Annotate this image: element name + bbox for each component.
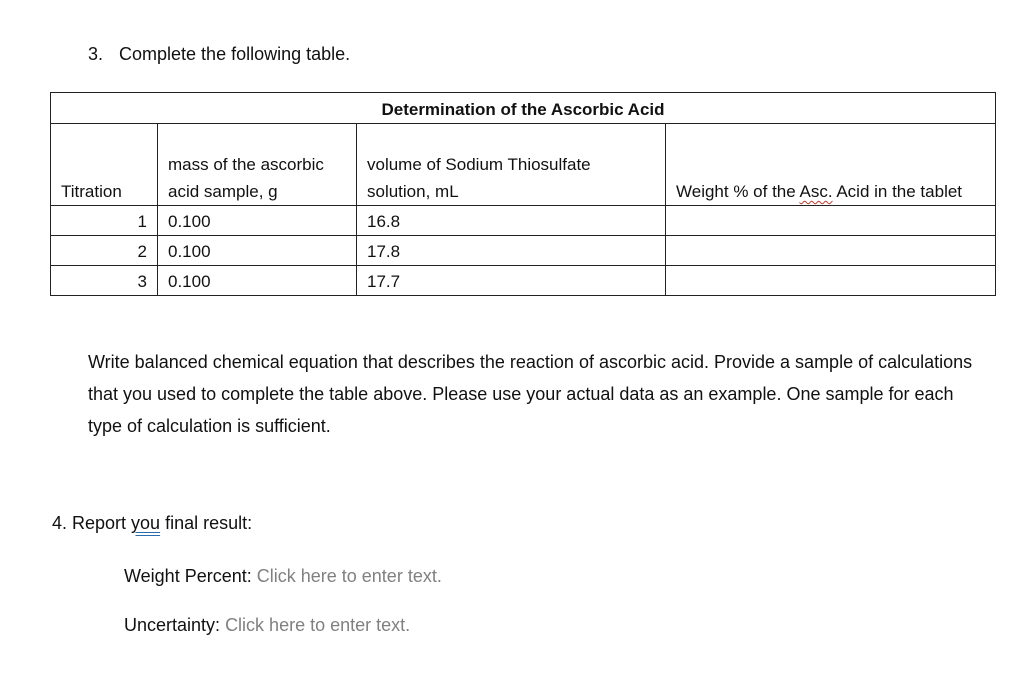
header-weight-asc: Asc. [799,182,833,201]
cell-volume[interactable]: 17.7 [357,266,666,296]
table-row [51,236,996,266]
header-weight [666,124,996,206]
flagged-word[interactable]: you [131,513,161,533]
cell-volume[interactable]: 16.8 [357,206,666,236]
header-weight-post: Acid in the tablet [832,182,963,201]
cell-titration: 3 [51,266,158,296]
instructions-paragraph: Write balanced chemical equation that describes the reaction of ascorbic acid. Provide a sample of calculations that you used to complete the table above. Please use your actual data as an example. One sample for each type of calculation is sufficient. [88,352,973,436]
question-4-prefix: 4. Report [52,513,132,533]
question-4-suffix: final result: [160,513,253,533]
cell-mass[interactable]: 0.100 [158,266,357,296]
cell-volume[interactable]: 17.8 [357,236,666,266]
cell-titration: 1 [51,206,158,236]
cell-mass[interactable]: 0.100 [158,236,357,266]
header-titration: Titration [51,124,158,206]
cell-weight[interactable] [666,236,996,266]
question-4-heading [52,513,252,534]
weight-percent-input[interactable]: Click here to enter text. [256,566,442,586]
cell-weight[interactable] [666,266,996,296]
table-row [51,266,996,296]
header-mass: mass of the ascorbic acid sample, g [158,124,357,206]
uncertainty-input[interactable]: Click here to enter text. [225,615,411,635]
question-3-heading [88,44,350,65]
header-weight-pre: Weight % of the [676,182,800,201]
cell-titration: 2 [51,236,158,266]
cell-mass[interactable]: 0.100 [158,206,357,236]
weight-percent-label: Weight Percent: [124,566,252,586]
table-title-row [51,93,996,124]
weight-percent-field [124,566,442,587]
header-volume: volume of Sodium Thiosulfate solution, mL [357,124,666,206]
uncertainty-field [124,615,410,636]
question-text: Complete the following table. [119,44,351,64]
table-title: Determination of the Ascorbic Acid [51,93,996,124]
table-row [51,206,996,236]
table-header-row [51,124,996,206]
question-number: 3. [88,44,104,64]
cell-weight[interactable] [666,206,996,236]
ascorbic-acid-table [50,92,996,296]
uncertainty-label: Uncertainty: [124,615,221,635]
